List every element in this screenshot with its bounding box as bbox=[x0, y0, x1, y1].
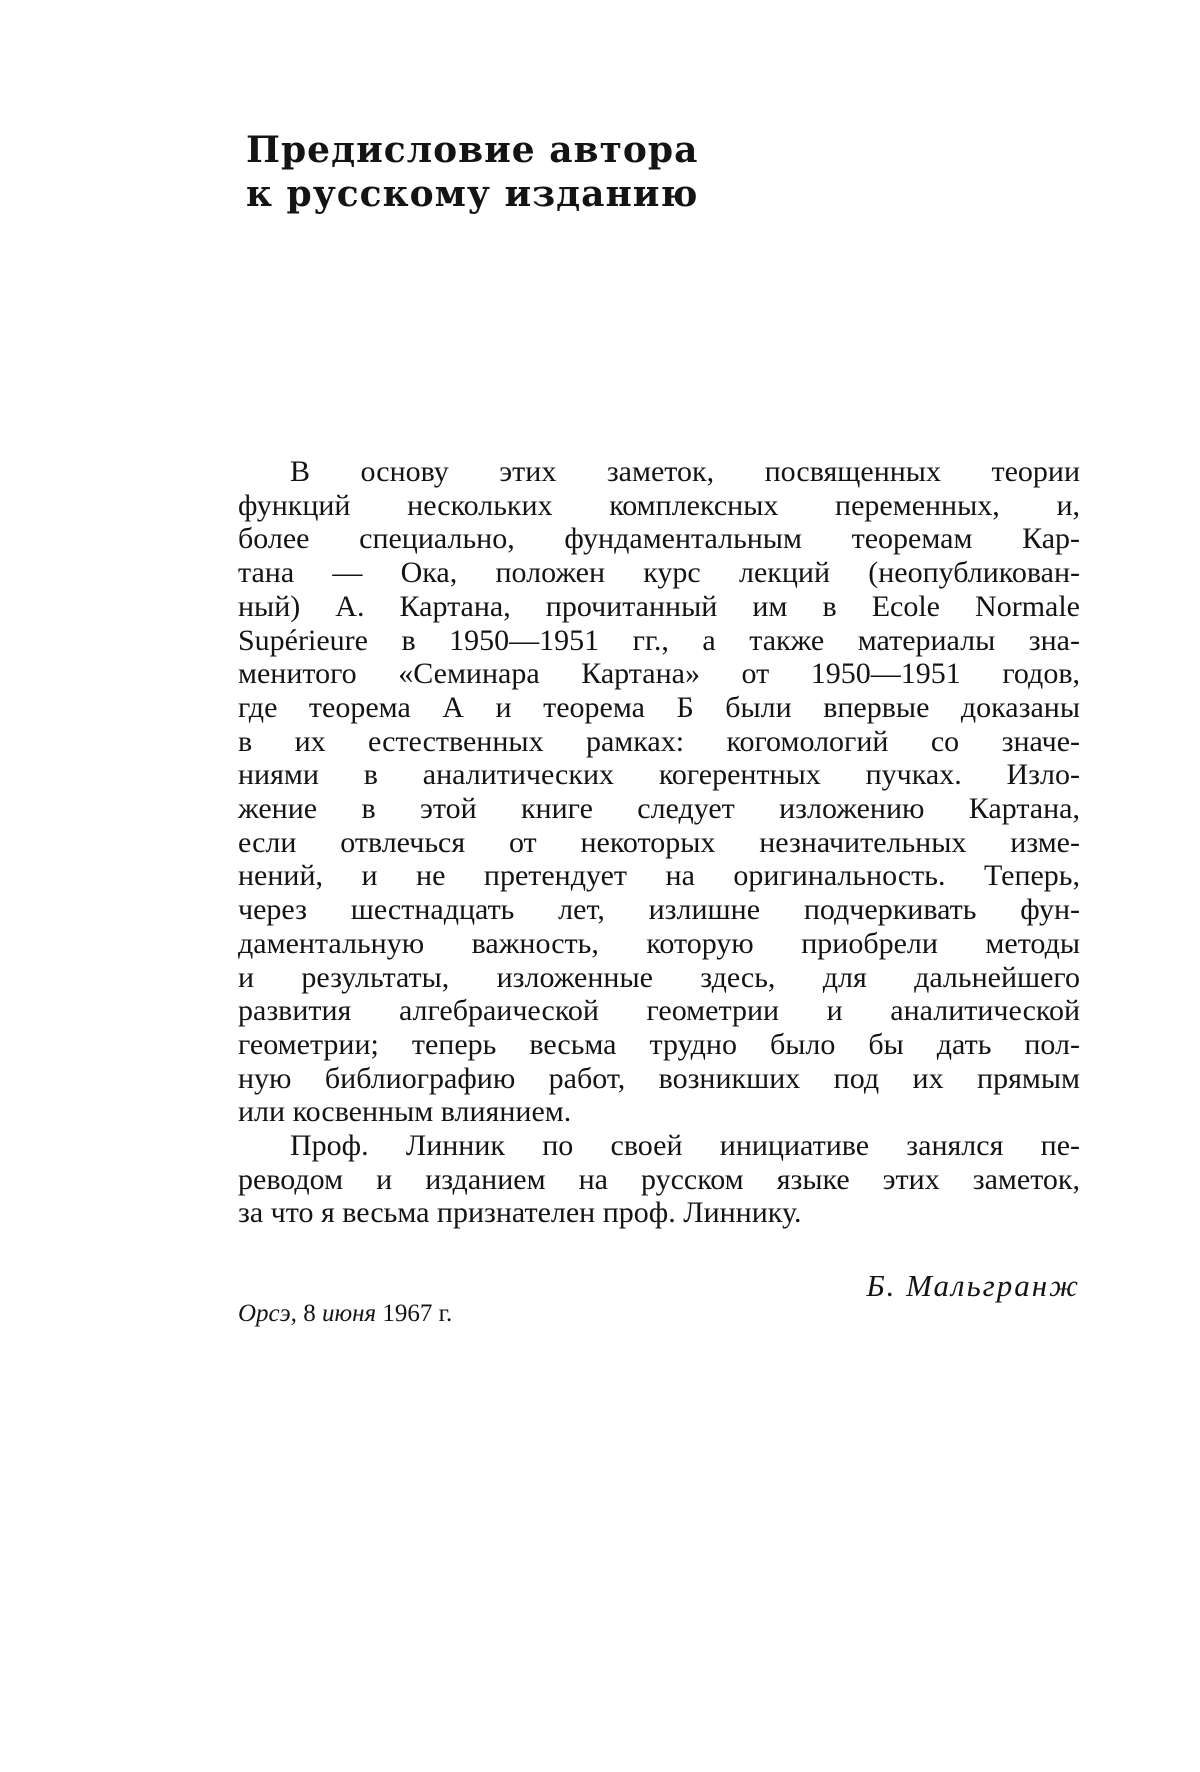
page-title bbox=[246, 128, 946, 216]
date-day: 8 bbox=[303, 1300, 316, 1327]
text-line: более специально, фундаментальным теоремам Кар- bbox=[238, 522, 1080, 556]
text-line: Supérieure в 1950—1951 гг., а также материалы зна- bbox=[238, 623, 1080, 657]
place: Орсэ, bbox=[238, 1300, 297, 1327]
text-line: нений, и не претендует на оригинальность. Теперь, bbox=[238, 859, 1080, 893]
text-line: жение в этой книге следует изложению Картана, bbox=[238, 792, 1080, 826]
text-line: через шестнадцать лет, излишне подчеркивать фун- bbox=[238, 893, 1080, 927]
author-signature: Б. Мальгранж bbox=[866, 1268, 1080, 1303]
text-line: в их естественных рамках: когомологий со значе- bbox=[238, 724, 1080, 758]
text-line: В основу этих заметок, посвященных теории bbox=[290, 455, 1080, 488]
place-date bbox=[238, 1300, 452, 1328]
title-line-1: Предисловие автора bbox=[246, 129, 699, 171]
text-line: функций нескольких комплексных переменных, и, bbox=[238, 488, 1080, 522]
preface-body bbox=[238, 455, 1080, 1230]
text-line: если отвлечься от некоторых незначительных изме- bbox=[238, 825, 1080, 859]
date-year: 1967 г. bbox=[382, 1300, 453, 1327]
title-line-2: к русскому изданию bbox=[246, 173, 699, 215]
text-line: ную библиографию работ, возникших под их прямым bbox=[238, 1061, 1080, 1095]
text-line: даментальную важность, которую приобрели методы bbox=[238, 926, 1080, 960]
text-line: за что я весьма признателен проф. Линнику. bbox=[238, 1196, 802, 1230]
text-line: где теорема А и теорема Б были впервые доказаны bbox=[238, 690, 1080, 724]
text-line: менитого «Семинара Картана» от 1950—1951 годов, bbox=[238, 657, 1080, 691]
text-line: или косвенным влиянием. bbox=[238, 1095, 572, 1129]
text-line: и результаты, изложенные здесь, для дальнейшего bbox=[238, 960, 1080, 994]
text-line: ный) А. Картана, прочитанный им в Ecole Normale bbox=[238, 589, 1080, 623]
date-month: июня bbox=[321, 1300, 377, 1327]
text-line: ниями в аналитических когерентных пучках. Изло- bbox=[238, 758, 1080, 792]
text-line: Проф. Линник по своей инициативе занялся пе- bbox=[290, 1129, 1080, 1163]
text-line: тана — Ока, положен курс лекций (неопубликован- bbox=[238, 556, 1080, 590]
text-line: геометрии; теперь весьма трудно было бы дать пол- bbox=[238, 1027, 1080, 1061]
text-line: развития алгебраической геометрии и аналитической bbox=[238, 994, 1080, 1028]
text-line: реводом и изданием на русском языке этих заметок, bbox=[238, 1162, 1080, 1196]
